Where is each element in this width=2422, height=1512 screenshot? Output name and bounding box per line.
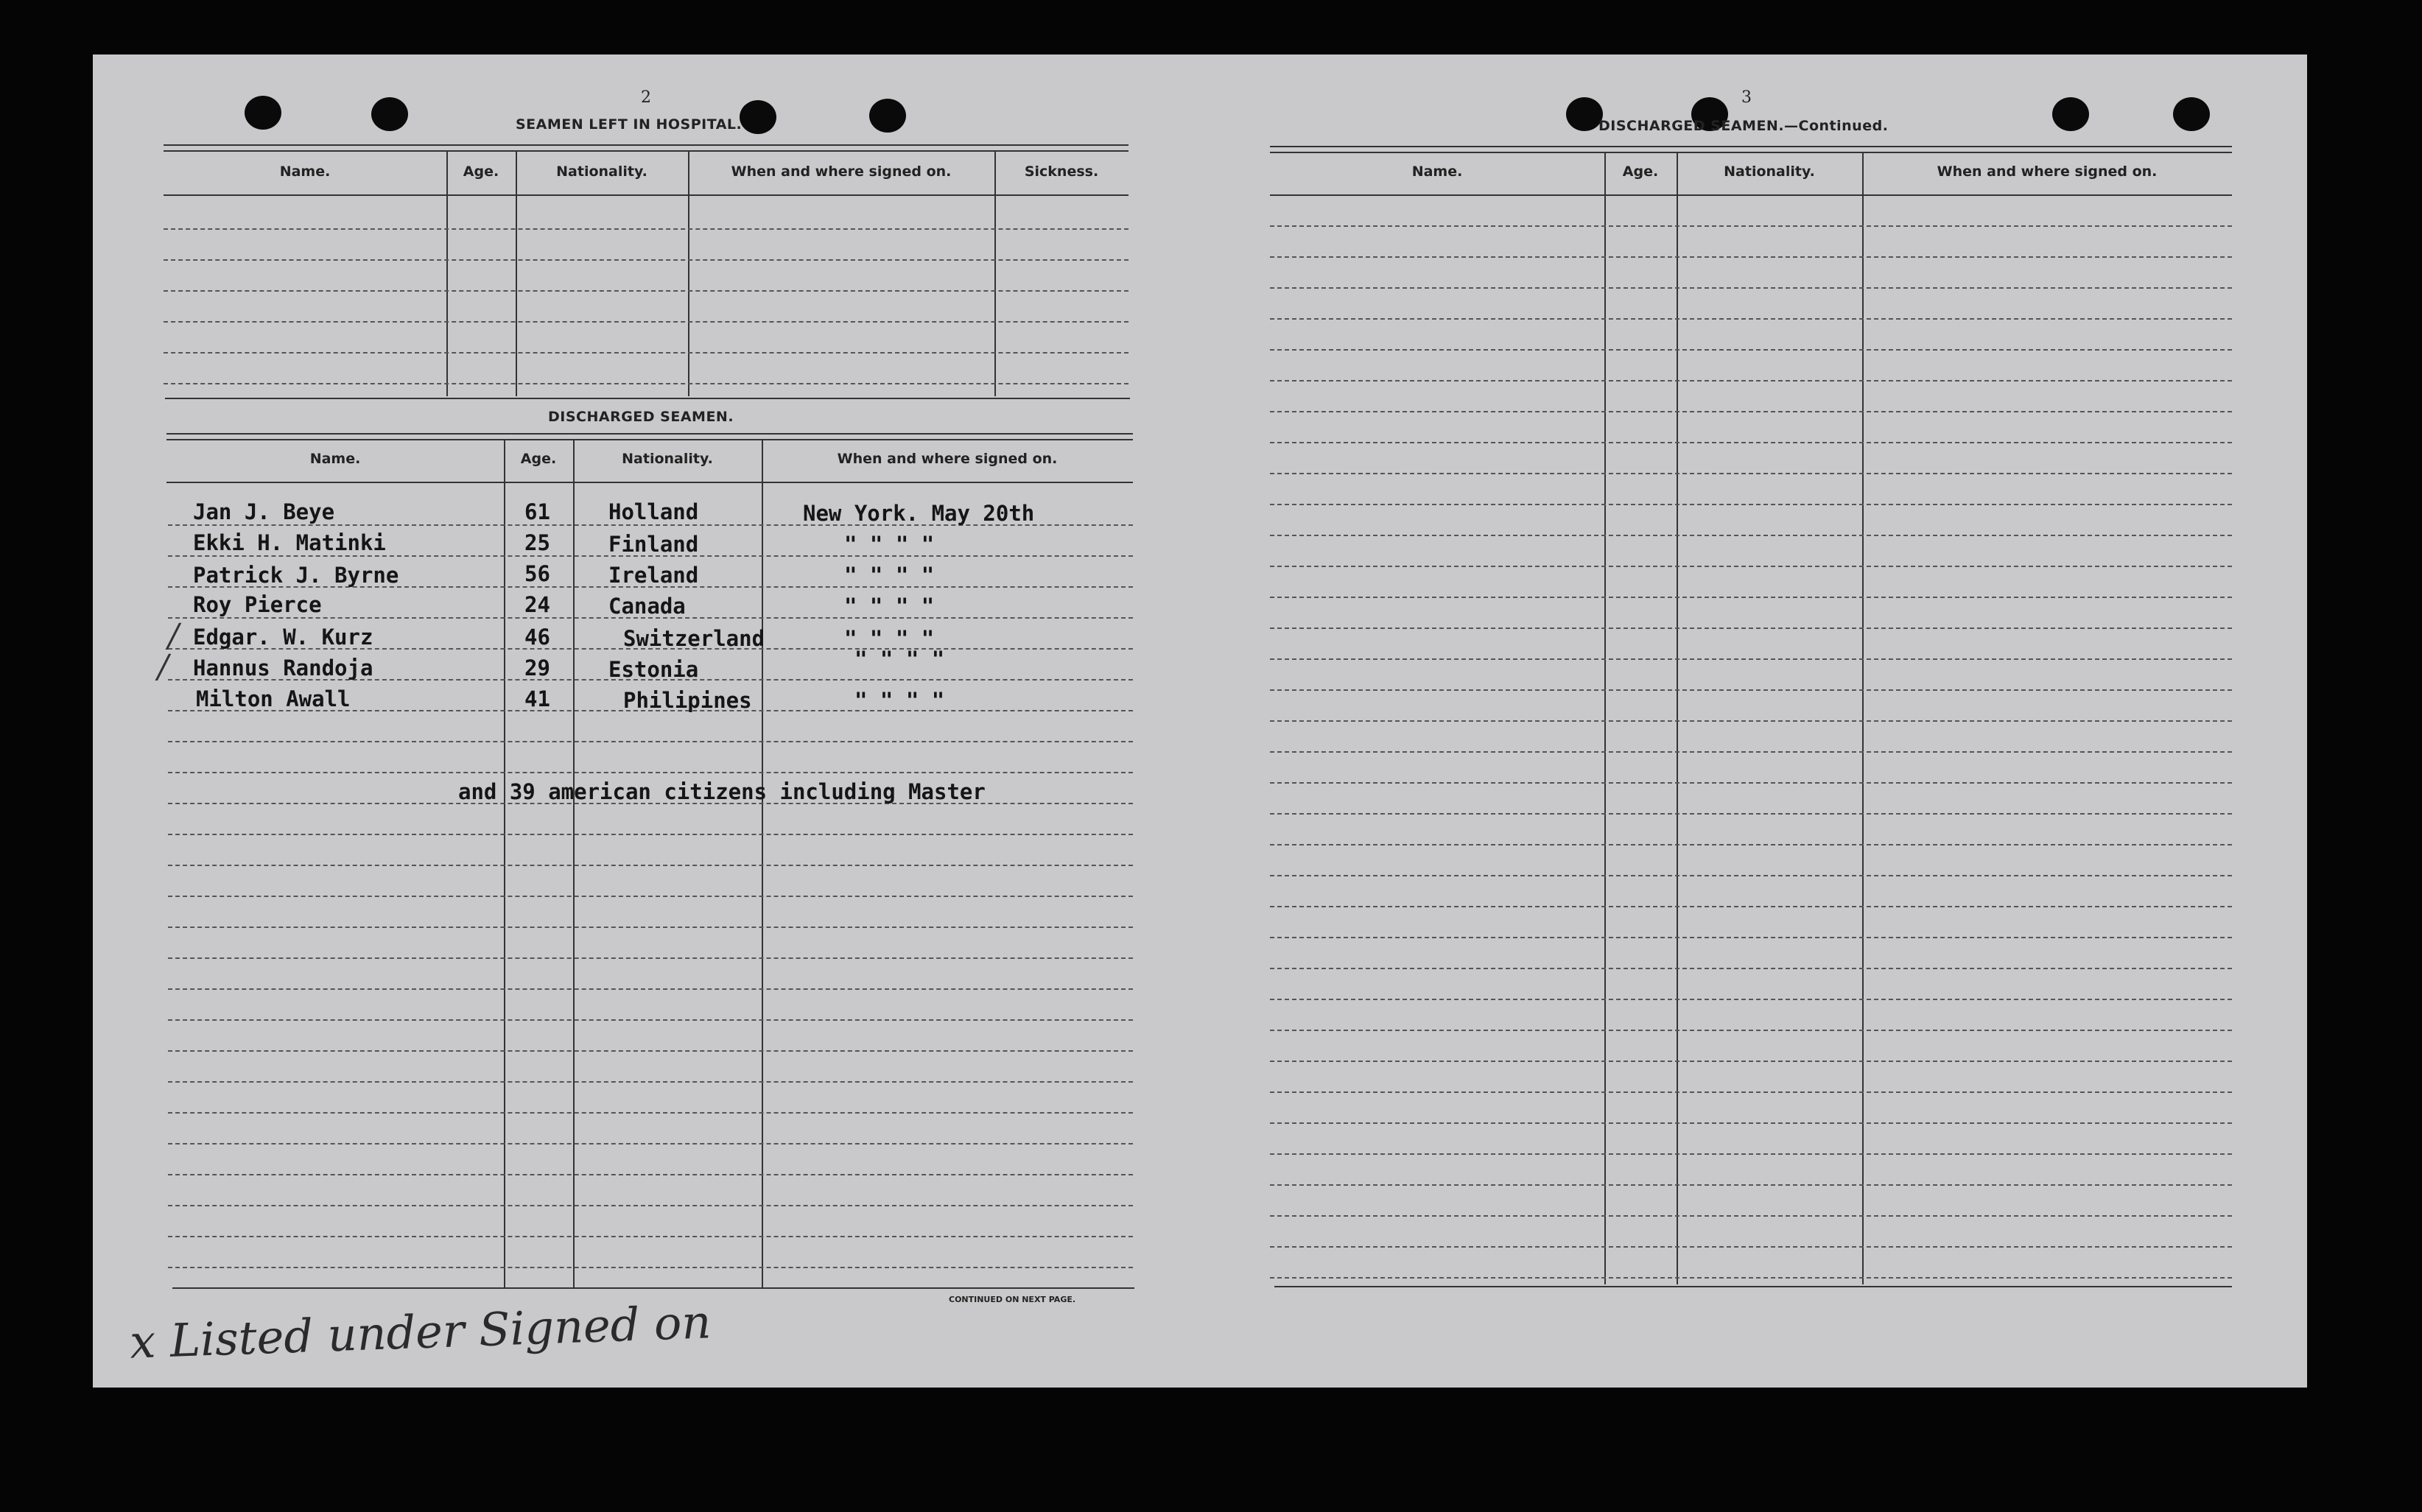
table-rule bbox=[1270, 152, 2232, 153]
table-rule bbox=[1274, 1286, 2232, 1287]
punch-hole bbox=[1566, 97, 1603, 131]
table-rule bbox=[166, 433, 1133, 435]
seaman-signed-on: " " " " bbox=[854, 647, 945, 672]
seaman-age: 46 bbox=[524, 625, 550, 650]
column-divider bbox=[762, 439, 763, 1287]
seaman-nationality: Switzerland bbox=[623, 626, 765, 651]
column-header: Sickness. bbox=[1024, 163, 1099, 180]
ruled-line bbox=[168, 896, 1133, 897]
column-header: Age. bbox=[1622, 163, 1659, 180]
column-header: Age. bbox=[520, 451, 557, 467]
column-header: When and where signed on. bbox=[1937, 163, 2158, 180]
column-divider bbox=[688, 150, 689, 396]
ruled-line bbox=[168, 1267, 1133, 1268]
seaman-age: 56 bbox=[524, 561, 550, 586]
seaman-nationality: Finland bbox=[608, 532, 699, 557]
column-divider bbox=[446, 150, 448, 396]
ruled-line bbox=[168, 988, 1133, 990]
seaman-name: Edgar. W. Kurz bbox=[193, 625, 373, 650]
seaman-signed-on: " " " " bbox=[844, 626, 935, 651]
ruled-line bbox=[1270, 720, 2232, 722]
ruled-line bbox=[168, 1081, 1133, 1083]
seaman-age: 24 bbox=[524, 592, 550, 617]
ruled-line bbox=[168, 1050, 1133, 1052]
seaman-name: Patrick J. Byrne bbox=[193, 563, 399, 588]
ruled-line bbox=[1270, 1153, 2232, 1155]
table-rule bbox=[164, 144, 1128, 146]
ruled-line bbox=[1270, 442, 2232, 443]
table-rule bbox=[165, 398, 1130, 399]
ruled-line bbox=[168, 1236, 1133, 1237]
ruled-line bbox=[1270, 225, 2232, 227]
ruled-line bbox=[168, 926, 1133, 928]
seaman-name: Roy Pierce bbox=[193, 592, 322, 617]
handwritten-note: x Listed under Signed on bbox=[128, 1295, 712, 1369]
ruled-line bbox=[1270, 349, 2232, 351]
column-divider bbox=[504, 439, 505, 1287]
column-divider bbox=[994, 150, 996, 396]
seaman-name: Milton Awall bbox=[196, 686, 351, 711]
ruled-line bbox=[1270, 1091, 2232, 1093]
seaman-nationality: Philipines bbox=[623, 688, 752, 713]
table-rule bbox=[166, 482, 1133, 483]
column-divider bbox=[573, 439, 575, 1287]
ruled-line bbox=[1270, 782, 2232, 784]
ruled-line bbox=[168, 865, 1133, 866]
punch-hole bbox=[245, 96, 281, 130]
table-rule bbox=[1270, 194, 2232, 196]
ruled-line bbox=[1270, 1122, 2232, 1124]
ruled-line bbox=[1270, 380, 2232, 381]
ruled-line bbox=[164, 290, 1128, 292]
column-header: Name. bbox=[279, 163, 331, 180]
table-rule bbox=[1270, 146, 2232, 147]
ruled-line bbox=[168, 1143, 1133, 1144]
ruled-line bbox=[1270, 875, 2232, 876]
seaman-nationality: Estonia bbox=[608, 657, 699, 682]
ruled-line bbox=[168, 741, 1133, 742]
ruled-line bbox=[164, 321, 1128, 323]
seaman-nationality: Ireland bbox=[608, 563, 699, 588]
table-rule bbox=[172, 1287, 1134, 1289]
discharged-section-title: DISCHARGED SEAMEN. bbox=[548, 409, 734, 425]
column-header: Nationality. bbox=[1724, 163, 1815, 180]
page-number: 3 bbox=[1741, 88, 1752, 107]
ruled-line bbox=[164, 259, 1128, 261]
column-divider bbox=[1862, 152, 1864, 1284]
seaman-signed-on: New York. May 20th bbox=[803, 501, 1035, 526]
seaman-age: 61 bbox=[524, 499, 550, 524]
column-header: Name. bbox=[309, 451, 361, 467]
ruled-line bbox=[1270, 1277, 2232, 1279]
seaman-nationality: Canada bbox=[608, 594, 686, 619]
column-divider bbox=[1604, 152, 1606, 1284]
ruled-line bbox=[168, 1205, 1133, 1206]
seaman-name: Hannus Randoja bbox=[193, 655, 373, 681]
ruled-line bbox=[168, 834, 1133, 835]
ruled-line bbox=[1270, 844, 2232, 845]
seaman-nationality: Holland bbox=[608, 499, 699, 524]
punch-hole bbox=[2052, 97, 2089, 131]
ruled-line bbox=[1270, 658, 2232, 660]
ruled-line bbox=[168, 772, 1133, 773]
continued-footer: CONTINUED ON NEXT PAGE. bbox=[949, 1295, 1076, 1304]
ruled-line bbox=[1270, 1184, 2232, 1186]
seaman-age: 25 bbox=[524, 530, 550, 555]
ruled-line bbox=[1270, 1215, 2232, 1217]
seaman-age: 29 bbox=[524, 655, 550, 681]
ruled-line bbox=[1270, 411, 2232, 412]
seaman-age: 41 bbox=[524, 686, 550, 711]
table-rule bbox=[164, 194, 1128, 196]
ruled-line bbox=[164, 383, 1128, 384]
punch-hole bbox=[2173, 97, 2210, 131]
column-divider bbox=[516, 150, 517, 396]
column-header: Nationality. bbox=[622, 451, 713, 467]
column-header: Nationality. bbox=[556, 163, 647, 180]
ruled-line bbox=[1270, 813, 2232, 815]
seaman-signed-on: " " " " bbox=[844, 563, 935, 588]
ruled-line bbox=[1270, 1030, 2232, 1031]
column-header: Name. bbox=[1411, 163, 1463, 180]
ruled-line bbox=[168, 1019, 1133, 1021]
table-rule bbox=[164, 150, 1128, 152]
table-rule bbox=[166, 439, 1133, 440]
seaman-signed-on: " " " " bbox=[844, 594, 935, 619]
ruled-line bbox=[1270, 968, 2232, 969]
column-header: When and where signed on. bbox=[731, 163, 952, 180]
ruled-line bbox=[1270, 999, 2232, 1000]
column-header: Age. bbox=[463, 163, 499, 180]
ruled-line bbox=[1270, 627, 2232, 629]
ruled-line bbox=[1270, 256, 2232, 258]
seaman-signed-on: " " " " bbox=[844, 532, 935, 557]
ruled-line bbox=[1270, 1246, 2232, 1248]
hospital-section-title: SEAMEN LEFT IN HOSPITAL. bbox=[516, 116, 743, 133]
punch-hole bbox=[869, 99, 906, 133]
ruled-line bbox=[168, 957, 1133, 959]
summary-line: and 39 american citizens including Master bbox=[458, 779, 986, 804]
ruled-line bbox=[1270, 504, 2232, 505]
ruled-line bbox=[1270, 937, 2232, 938]
page-number: 2 bbox=[641, 88, 651, 107]
ruled-line bbox=[1270, 473, 2232, 474]
right-section-title: DISCHARGED SEAMEN.—Continued. bbox=[1598, 118, 1889, 134]
ruled-line bbox=[168, 1174, 1133, 1175]
column-divider bbox=[1677, 152, 1678, 1284]
ruled-line bbox=[1270, 318, 2232, 320]
ruled-line bbox=[1270, 566, 2232, 567]
ruled-line bbox=[1270, 906, 2232, 907]
seaman-signed-on: " " " " bbox=[854, 688, 945, 713]
ruled-line bbox=[164, 228, 1128, 230]
ruled-line bbox=[168, 1112, 1133, 1114]
punch-hole bbox=[371, 97, 408, 131]
punch-hole bbox=[740, 100, 776, 134]
ruled-line bbox=[1270, 689, 2232, 691]
ruled-line bbox=[1270, 1061, 2232, 1062]
column-header: When and where signed on. bbox=[837, 451, 1058, 467]
ruled-line bbox=[1270, 597, 2232, 598]
seaman-name: Jan J. Beye bbox=[193, 499, 335, 524]
ruled-line bbox=[1270, 287, 2232, 289]
ruled-line bbox=[1270, 751, 2232, 753]
check-mark: / bbox=[168, 617, 179, 655]
seaman-name: Ekki H. Matinki bbox=[193, 530, 386, 555]
check-mark: / bbox=[158, 648, 169, 686]
ruled-line bbox=[164, 352, 1128, 354]
ruled-line bbox=[1270, 535, 2232, 536]
